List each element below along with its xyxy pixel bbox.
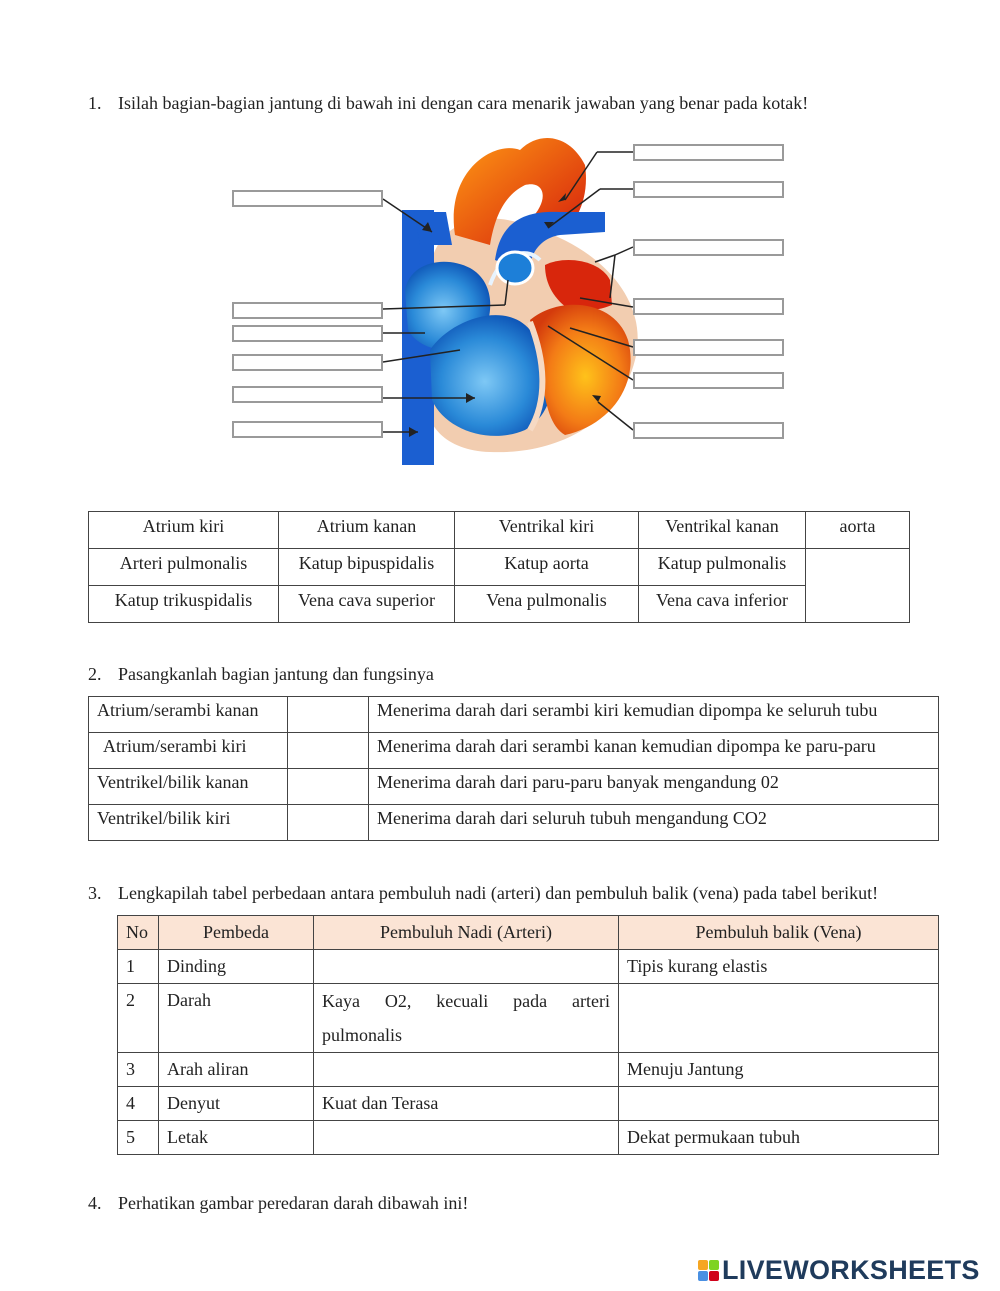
question-1-number: 1. [88, 93, 102, 113]
word-bank-item[interactable]: Ventrikal kiri [455, 512, 639, 549]
word-bank-item[interactable]: Atrium kiri [89, 512, 279, 549]
arteri-cell[interactable] [314, 950, 619, 984]
vena-cell[interactable] [619, 1087, 939, 1121]
word-bank-item[interactable]: Katup bipuspidalis [279, 549, 455, 586]
word-bank-item[interactable]: aorta [806, 512, 910, 549]
word-bank-table [88, 511, 910, 623]
heart-part-cell: Ventrikel/bilik kiri [89, 805, 288, 841]
vena-cell: Menuju Jantung [619, 1053, 939, 1087]
row-aspect: Denyut [159, 1087, 314, 1121]
drop-box-left-6[interactable] [232, 421, 383, 438]
question-4-text: Perhatikan gambar peredaran darah dibawah ini! [118, 1193, 469, 1213]
row-aspect: Letak [159, 1121, 314, 1155]
question-4 [88, 1193, 468, 1214]
function-cell: Menerima darah dari serambi kiri kemudian dipompa ke seluruh tubu [369, 697, 939, 733]
superior-vena-cava-top [414, 212, 452, 245]
word-bank-item[interactable]: Katup trikuspidalis [89, 586, 279, 623]
drop-box-right-1[interactable] [633, 144, 784, 161]
drop-box-left-3[interactable] [232, 325, 383, 342]
answer-cell[interactable] [288, 697, 369, 733]
drop-box-right-4[interactable] [633, 298, 784, 315]
question-1-text: Isilah bagian-bagian jantung di bawah ini dengan cara menarik jawaban yang benar pada kotak! [118, 93, 809, 113]
matching-table [88, 696, 939, 841]
heart-diagram [0, 0, 1000, 480]
word-bank-item[interactable]: Vena pulmonalis [455, 586, 639, 623]
drop-box-left-4[interactable] [232, 354, 383, 371]
comparison-table [117, 915, 939, 1155]
header-vena: Pembuluh balik (Vena) [619, 916, 939, 950]
word-bank-item[interactable]: Katup pulmonalis [639, 549, 806, 586]
row-number: 5 [118, 1121, 159, 1155]
drop-box-right-2[interactable] [633, 181, 784, 198]
drop-box-right-6[interactable] [633, 372, 784, 389]
liveworksheets-logo [698, 1255, 980, 1285]
question-3-number: 3. [88, 883, 102, 903]
function-cell: Menerima darah dari seluruh tubuh mengandung CO2 [369, 805, 939, 841]
logo-mark-icon [698, 1260, 719, 1281]
row-number: 1 [118, 950, 159, 984]
word-bank-item[interactable]: Vena cava superior [279, 586, 455, 623]
row-aspect: Dinding [159, 950, 314, 984]
header-pembeda: Pembeda [159, 916, 314, 950]
row-aspect: Arah aliran [159, 1053, 314, 1087]
drop-box-right-5[interactable] [633, 339, 784, 356]
drop-box-left-1[interactable] [232, 190, 383, 207]
header-arteri: Pembuluh Nadi (Arteri) [314, 916, 619, 950]
word-bank-empty-cell [806, 549, 910, 623]
word-bank-item[interactable]: Vena cava inferior [639, 586, 806, 623]
arteri-cell: Kuat dan Terasa [314, 1087, 619, 1121]
drop-box-right-7[interactable] [633, 422, 784, 439]
word-bank-item[interactable]: Katup aorta [455, 549, 639, 586]
arteri-cell[interactable] [314, 1121, 619, 1155]
question-4-number: 4. [88, 1193, 102, 1213]
drop-box-left-5[interactable] [232, 386, 383, 403]
function-cell: Menerima darah dari serambi kanan kemudian dipompa ke paru-paru [369, 733, 939, 769]
heart-part-cell: Ventrikel/bilik kanan [89, 769, 288, 805]
question-3-text: Lengkapilah tabel perbedaan antara pembuluh nadi (arteri) dan pembuluh balik (vena) pada tabel berikut! [118, 883, 879, 903]
question-2-text: Pasangkanlah bagian jantung dan fungsinya [118, 664, 434, 684]
pulmonary-valve-shape [497, 252, 533, 284]
word-bank-item[interactable]: Ventrikal kanan [639, 512, 806, 549]
vena-cell: Tipis kurang elastis [619, 950, 939, 984]
drop-box-right-3[interactable] [633, 239, 784, 256]
arteri-cell[interactable] [314, 1053, 619, 1087]
vena-cell: Dekat permukaan tubuh [619, 1121, 939, 1155]
row-number: 2 [118, 984, 159, 1053]
word-bank-item[interactable]: Atrium kanan [279, 512, 455, 549]
function-cell: Menerima darah dari paru-paru banyak mengandung 02 [369, 769, 939, 805]
answer-cell[interactable] [288, 769, 369, 805]
question-3 [88, 883, 878, 904]
arteri-cell: Kaya O2, kecuali pada arteri pulmonalis [314, 984, 619, 1053]
question-2 [88, 664, 434, 685]
heart-part-cell: Atrium/serambi kiri [89, 733, 288, 769]
drop-box-left-2[interactable] [232, 302, 383, 319]
vena-cell[interactable] [619, 984, 939, 1053]
word-bank-item[interactable]: Arteri pulmonalis [89, 549, 279, 586]
row-aspect: Darah [159, 984, 314, 1053]
question-2-number: 2. [88, 664, 102, 684]
answer-cell[interactable] [288, 805, 369, 841]
heart-part-cell: Atrium/serambi kanan [89, 697, 288, 733]
answer-cell[interactable] [288, 733, 369, 769]
row-number: 4 [118, 1087, 159, 1121]
header-no: No [118, 916, 159, 950]
row-number: 3 [118, 1053, 159, 1087]
logo-text: LIVEWORKSHEETS [722, 1254, 980, 1285]
